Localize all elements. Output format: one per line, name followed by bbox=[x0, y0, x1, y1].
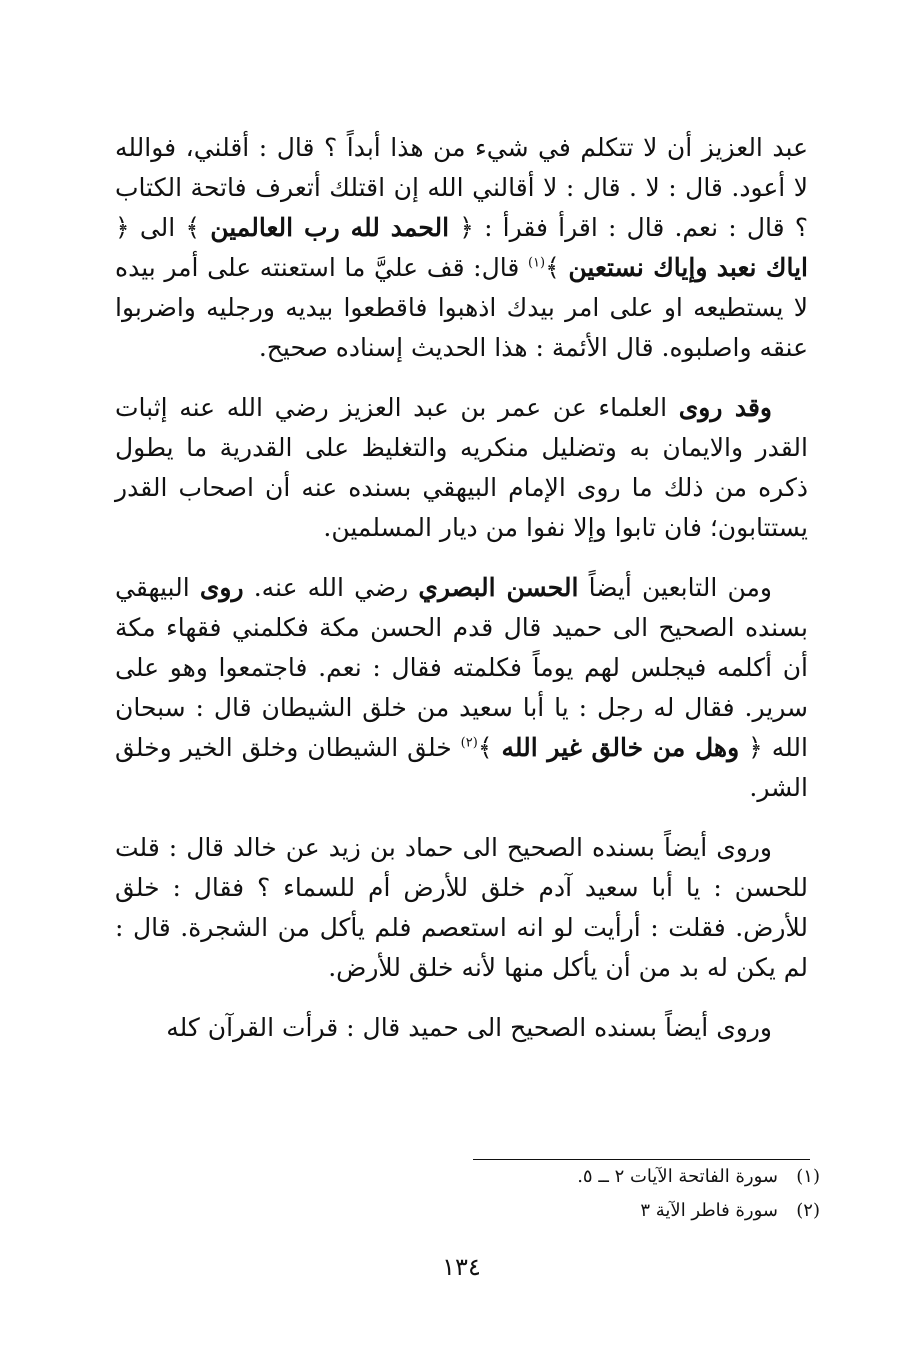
footnote-reference: (٢) bbox=[460, 735, 478, 751]
bold-phrase: روى bbox=[199, 573, 244, 602]
bold-phrase: الحمد لله رب العالمين bbox=[210, 213, 450, 242]
paragraph bbox=[115, 828, 808, 988]
text-run: ﴾ bbox=[477, 733, 502, 762]
text-run: خلق الشيطان وخلق الخير وخلق الشر. bbox=[115, 733, 808, 802]
bold-phrase: وهل من خالق غير الله bbox=[501, 733, 740, 762]
page-number: ١٣٤ bbox=[442, 1253, 481, 1281]
main-text bbox=[115, 128, 808, 1068]
footnotes bbox=[420, 1160, 820, 1228]
text-run: البيهقي بسنده الصحيح الى حميد قال قدم الحسن مكة فكلمني فقهاء مكة أن أكلمه فيجلس لهم يوماً فكلمته فقال : نعم. فاجتمعوا وهو على سرير. فقال له رجل : يا أبا سعيد من خلق الشيطان قال : سبحان الله ﴿ bbox=[115, 573, 808, 762]
footnote-number: (٢) bbox=[796, 1200, 820, 1221]
paragraph bbox=[115, 128, 808, 368]
text-run: عبد العزيز أن لا تتكلم في شيء من هذا أبداً ؟ قال : أقلني، فوالله لا أعود. قال : لا . قال : لا أقالني الله إن اقتلك أتعرف فاتحة الكتاب ؟ قال : نعم. قال : اقرأ فقرأ : ﴿ bbox=[115, 133, 808, 242]
text-run: وروى أيضاً بسنده الصحيح الى حماد بن زيد عن خالد قال : قلت للحسن : يا أبا سعيد آدم خلق للأرض أم للسماء ؟ فقال : خلق للأرض. فقلت : أرأيت لو انه استعصم فلم يأكل من الشجرة. قال : لم يكن له بد من أن يأكل منها لأنه خلق للأرض. bbox=[115, 833, 808, 982]
footnote-text: سورة فاطر الآية ٣ bbox=[640, 1200, 778, 1221]
bold-phrase: وقد روى bbox=[678, 393, 772, 422]
footnote-1 bbox=[420, 1160, 820, 1194]
footnote-text: سورة الفاتحة الآيات ٢ ــ ٥. bbox=[577, 1166, 778, 1187]
paragraph bbox=[115, 388, 808, 548]
paragraph bbox=[115, 568, 808, 808]
text-run: العلماء عن عمر بن عبد العزيز رضي الله عنه إثبات القدر والايمان به وتضليل منكريه والتغليظ على القدرية ما يطول ذكره من ذلك ما روى الإمام البيهقي بسنده عنه أن اصحاب القدر يستتابون؛ فان تابوا وإلا نفوا من ديار المسلمين. bbox=[115, 393, 808, 542]
text-run: ﴾ bbox=[545, 253, 569, 282]
footnote-reference: (١) bbox=[527, 255, 546, 271]
text-run: ومن التابعين أيضاً bbox=[578, 573, 772, 602]
bold-phrase: الحسن البصري bbox=[418, 573, 579, 602]
paragraph bbox=[115, 1008, 808, 1048]
text-run: ﴾ الى ﴿ bbox=[115, 213, 211, 242]
text-run: وروى أيضاً بسنده الصحيح الى حميد قال : قرأت القرآن كله bbox=[166, 1013, 772, 1042]
footnote-2 bbox=[420, 1194, 820, 1228]
bold-phrase: اياك نعبد وإياك نستعين bbox=[568, 253, 808, 282]
text-run: قال: قف عليَّ ما استعنته على أمر بيده لا يستطيعه او على امر بيدك اذهبوا فاقطعوا بيديه ورجليه واضربوا عنقه واصلبوه. قال الأئمة : هذا الحديث إسناده صحيح. bbox=[115, 253, 808, 362]
text-run: رضي الله عنه. bbox=[243, 573, 419, 602]
footnote-number: (١) bbox=[796, 1166, 820, 1187]
